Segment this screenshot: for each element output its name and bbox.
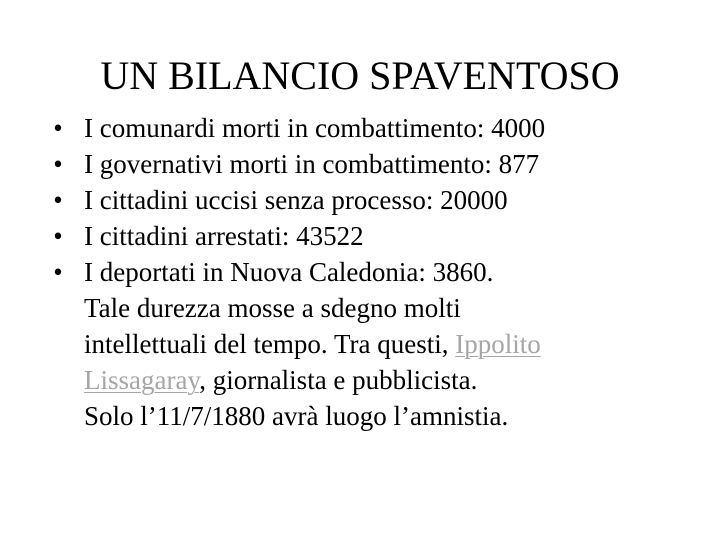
bullet-dot-icon: •	[53, 221, 63, 251]
bullet-dot-icon: •	[53, 185, 63, 215]
bullet-dot-icon: •	[53, 113, 63, 143]
lissagaray-link-part-1[interactable]: Ippolito	[455, 329, 541, 359]
bullet-text: I cittadini arrestati: 43522	[84, 221, 364, 251]
bullet-dot-icon: •	[53, 257, 63, 287]
paragraph-line-4: Solo l’11/7/1880 avrà luogo l’amnistia.	[84, 401, 509, 431]
bullet-list	[48, 110, 708, 434]
lissagaray-link-part-2[interactable]: Lissagaray	[84, 365, 200, 395]
paragraph-line-2-text: intellettuali del tempo. Tra questi,	[84, 329, 456, 359]
paragraph-line-3	[84, 362, 708, 398]
paragraph-line-2	[84, 326, 708, 362]
bullet-dot-icon: •	[53, 149, 63, 179]
bullet-item-arrestati	[48, 218, 708, 254]
slide-title: UN BILANCIO SPAVENTOSO	[100, 53, 620, 98]
bullet-text: I deportati in Nuova Caledonia: 3860.	[84, 257, 494, 287]
bullet-text: I governativi morti in combattimento: 877	[84, 149, 540, 179]
paragraph-line-3-text: , giornalista e pubblicista.	[199, 365, 478, 395]
bullet-item-governativi	[48, 146, 708, 182]
bullet-text: I cittadini uccisi senza processo: 20000	[84, 185, 508, 215]
bullet-item-deportati	[48, 254, 708, 434]
bullet-item-uccisi	[48, 182, 708, 218]
bullet-text: I comunardi morti in combattimento: 4000	[84, 113, 546, 143]
bullet-item-comunardi	[48, 110, 708, 146]
paragraph-line-1: Tale durezza mosse a sdegno molti	[84, 293, 461, 323]
